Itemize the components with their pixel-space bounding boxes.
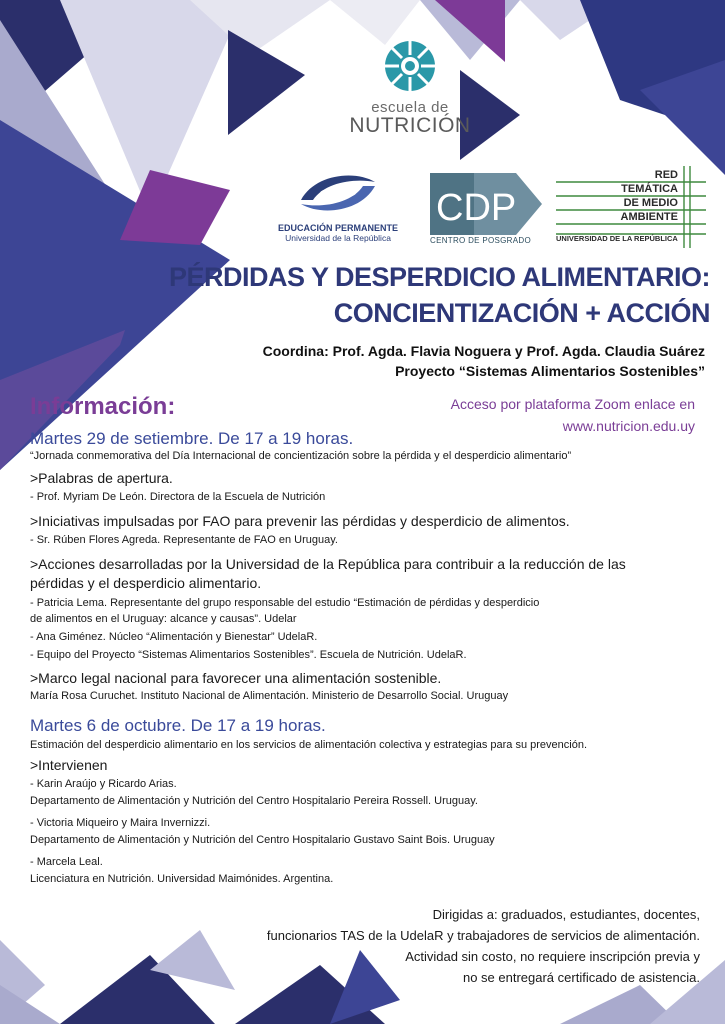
- day-2-subtitle: Estimación del desperdicio alimentario en los servicios de alimentación colectiva y estrategias para su prevención.: [30, 739, 588, 751]
- title-line-2: CONCIENTIZACIÓN + ACCIÓN: [333, 298, 710, 328]
- educacion-permanente-logo: [268, 170, 408, 243]
- flower-icon: [384, 40, 436, 92]
- escuela-line-2: NUTRICIÓN: [349, 114, 471, 137]
- red-line-4: AMBIENTE: [620, 211, 678, 223]
- edu-line-2: Universidad de la República: [285, 233, 391, 243]
- day-1-item-4: >Marco legal nacional para favorecer una alimentación sostenible.: [30, 670, 442, 686]
- day-1-date: Martes 29 de setiembre. De 17 a 19 horas.: [30, 429, 354, 448]
- escuela-nutricion-logo: [340, 40, 480, 138]
- day-1-item-2: >Iniciativas impulsadas por FAO para prevenir las pérdidas y desperdicio de alimentos.: [30, 513, 570, 529]
- day-1-item-3-line-1: >Acciones desarrolladas por la Universidad de la República para contribuir a la reducción de las: [30, 556, 626, 572]
- coordina-text: Coordina: Prof. Agda. Flavia Noguera y Prof. Agda. Claudia Suárez: [262, 343, 705, 359]
- day-1-item-3-speaker-1-line-1: - Patricia Lema. Representante del grupo responsable del estudio “Estimación de pérdidas y desperdicio: [30, 597, 540, 609]
- day-1-item-4-speaker: María Rosa Curuchet. Instituto Nacional de Alimentación. Ministerio de Desarrollo Social. Uruguay: [30, 690, 509, 702]
- footer-line-2: funcionarios TAS de la UdelaR y trabajadores de servicios de alimentación.: [266, 928, 700, 943]
- day-1-item-3-speaker-3: - Equipo del Proyecto “Sistemas Alimentarios Sostenibles”. Escuela de Nutrición. UdelaR.: [30, 649, 467, 661]
- day-2-speaker-1: - Karin Araújo y Ricardo Arias.: [30, 778, 177, 790]
- day-1-subtitle: “Jornada conmemorativa del Día Internacional de concientización sobre la pérdida y el desperdicio alimentario”: [30, 450, 572, 462]
- footer-line-4: no se entregará certificado de asistencia.: [462, 970, 700, 985]
- proyecto-text: Proyecto “Sistemas Alimentarios Sostenibles”: [395, 363, 705, 379]
- swoosh-icon: [295, 170, 381, 216]
- day-2-date: Martes 6 de octubre. De 17 a 19 horas.: [30, 716, 326, 735]
- day-1-item-1-speaker: - Prof. Myriam De León. Directora de la Escuela de Nutrición: [30, 491, 326, 503]
- day-1-item-1: >Palabras de apertura.: [30, 470, 173, 486]
- day-1-item-2-speaker: - Sr. Rúben Flores Agreda. Representante de FAO en Uruguay.: [30, 534, 338, 546]
- red-line-1: RED: [654, 169, 678, 181]
- cdp-subtitle: CENTRO DE POSGRADO: [430, 236, 531, 245]
- title-line-1: PÉRDIDAS Y DESPERDICIO ALIMENTARIO:: [168, 262, 710, 292]
- cdp-mark: CDP: [436, 187, 517, 229]
- red-line-2: TEMÁTICA: [621, 183, 678, 195]
- red-line-3: DE MEDIO: [623, 197, 678, 209]
- day-2-speaker-3-affiliation: Licenciatura en Nutrición. Universidad Maimónides. Argentina.: [30, 873, 334, 885]
- footer-line-3: Actividad sin costo, no requiere inscripción previa y: [405, 949, 700, 964]
- red-university: UNIVERSIDAD DE LA REPÚBLICA: [556, 234, 678, 243]
- day-1-item-3-line-2: pérdidas y el desperdicio alimentario.: [30, 575, 262, 591]
- cdp-logo: [430, 173, 542, 247]
- day-2-speaker-2: - Victoria Miqueiro y Maira Invernizzi.: [30, 817, 211, 829]
- edu-line-1: EDUCACIÓN PERMANENTE: [277, 223, 398, 233]
- day-1-item-3-speaker-1-line-2: de alimentos en el Uruguay: alcance y causas”. Udelar: [30, 613, 297, 625]
- cdp-arrow-icon: [430, 173, 542, 235]
- escuela-line-1: escuela de: [371, 99, 449, 116]
- day-2-intervienen: >Intervienen: [30, 757, 108, 773]
- day-2-speaker-1-affiliation: Departamento de Alimentación y Nutrición del Centro Hospitalario Pereira Rossell. Uruguay.: [30, 795, 478, 807]
- access-url: www.nutricion.edu.uy: [562, 418, 695, 434]
- footer-line-1: Dirigidas a: graduados, estudiantes, docentes,: [432, 907, 700, 922]
- day-1-item-3-speaker-2: - Ana Giménez. Núcleo “Alimentación y Bienestar” UdelaR.: [30, 631, 318, 643]
- red-medio-ambiente-logo: [556, 166, 706, 248]
- day-2-speaker-2-affiliation: Departamento de Alimentación y Nutrición del Centro Hospitalario Gustavo Saint Bois. Uruguay: [30, 834, 495, 846]
- day-2-speaker-3: - Marcela Leal.: [30, 856, 103, 868]
- access-line-1: Acceso por plataforma Zoom enlace en: [450, 396, 695, 412]
- info-heading: Información:: [30, 393, 176, 420]
